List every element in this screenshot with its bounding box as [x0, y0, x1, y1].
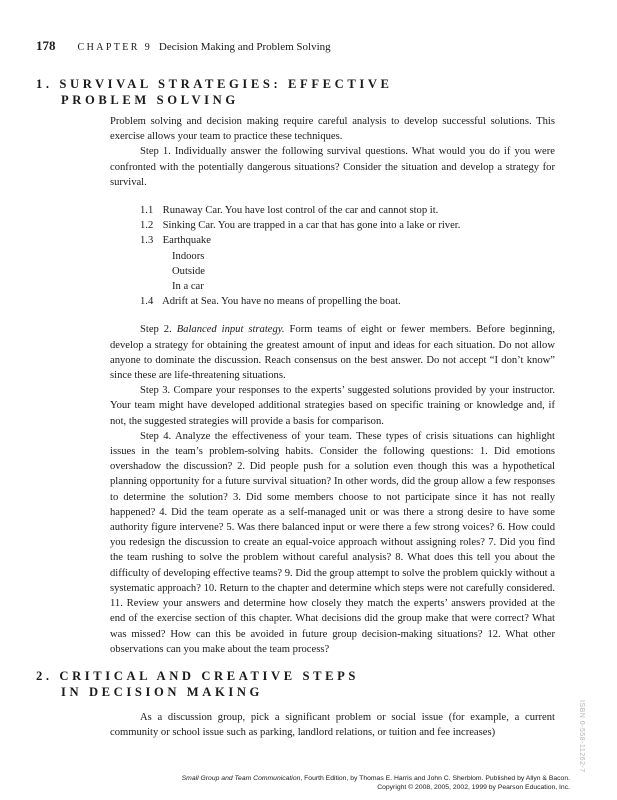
list-item: 1.2 Sinking Car. You are trapped in a car that has gone into a lake or river.: [140, 220, 461, 232]
step2-emphasis: Balanced input strategy.: [176, 324, 285, 336]
step2-paragraph: Step 2. Balanced input strategy. Form teams of eight or fewer members. Before beginning, develop a strategy for obtaining the greatest amount of input and ideas for each situation. Do not allow anyone to dominate the discussion. Reach consensus on the best answer. Do not accept “I don’t know” since these are life-threatening situations.: [110, 324, 555, 382]
page-number: 178: [36, 38, 56, 53]
section1-title-line1: 1. SURVIVAL STRATEGIES: EFFECTIVE: [36, 77, 393, 91]
running-header: [36, 38, 331, 54]
list-item: 1.4 Adrift at Sea. You have no means of propelling the boat.: [140, 296, 401, 308]
section2-title-line2: IN DECISION MAKING: [61, 685, 263, 699]
footer-line2: Copyright © 2008, 2005, 2002, 1999 by Pearson Education, Inc.: [377, 783, 570, 791]
footer-book-title: Small Group and Team Communication: [181, 775, 301, 782]
step3-paragraph: Step 3. Compare your responses to the experts’ suggested solutions provided by your instructor. Your team might have developed additional strategies based on specific training or knowledge and, if not, the suggested strategies will provide a basis for comparison.: [110, 385, 555, 427]
chapter-title: Decision Making and Problem Solving: [158, 41, 331, 53]
step4-paragraph: Step 4. Analyze the effectiveness of your team. These types of crisis situations can highlight issues in the team’s problem-solving habits. Consider the following questions: 1. Did emotions overshadow the discussion? 2. Did people push for a solution even though this was a hypothetical planning opportunity for a future survival situation? In other words, did the group allow a few responses to determine the solution? 3. Did some members choose to not participate since it has not really happened? 4. Did the team operate as a self-managed unit or was there a strong desire to have some authority figure intervene? 5. Was there balanced input or were there a few strong voices? 6. How could you redesign the discussion to create an equal-voice approach without assigning roles? 7. Did you find the team rushing to solve the problem without careful analysis? 8. What does this tell you about the difficulty of developing effective teams? 9. Did the group attempt to solve the problem quickly without a systematic approach? 10. Return to the chapter and determine which steps were not carefully considered. 11. Review your answers and determine how closely they match the experts’ answers provided at the end of the exercise section of this chapter. What decisions did the group make that were correct? What was missed? How can this be avoided in future group decision-making situations? 12. What other observations can you make about the team process?: [110, 430, 555, 655]
list-item: 1.1 Runaway Car. You have lost control of the car and cannot stop it.: [140, 205, 439, 217]
footer-line1: Small Group and Team Communication, Fourth Edition, by Thomas E. Harris and John C. Sherblom. Published by Allyn & Bacon.: [181, 775, 570, 782]
section2-intro: As a discussion group, pick a significant problem or social issue (for example, a current community or school issue such as parking, landlord relations, or tuition and fee increases): [110, 712, 555, 739]
section2-body: [110, 710, 555, 740]
section1-title: [36, 76, 393, 108]
sub-item: Outside: [172, 265, 205, 277]
sub-item: In a car: [172, 281, 204, 293]
copyright-footer: [182, 775, 570, 792]
section1-title-line2: PROBLEM SOLVING: [61, 93, 239, 107]
isbn-side-text: ISBN 0-558-11262-7: [578, 700, 585, 773]
step1-paragraph: Step 1. Individually answer the following survival questions. What would you do if you were confronted with the potentially dangerous situations? Consider the situation and develop a strategy for survival.: [110, 146, 555, 188]
sub-item: Indoors: [172, 250, 205, 262]
survival-question-list: [140, 203, 555, 309]
section2-title: [36, 668, 359, 700]
section2-title-line1: 2. CRITICAL AND CREATIVE STEPS: [36, 669, 359, 683]
section1-body: [110, 114, 555, 657]
list-item: 1.3 Earthquake Indoors Outside In a car: [140, 233, 555, 294]
chapter-label: CHAPTER 9: [77, 42, 153, 53]
section1-intro: Problem solving and decision making require careful analysis to develop successful solutions. This exercise allows your team to practice these techniques.: [110, 116, 555, 143]
